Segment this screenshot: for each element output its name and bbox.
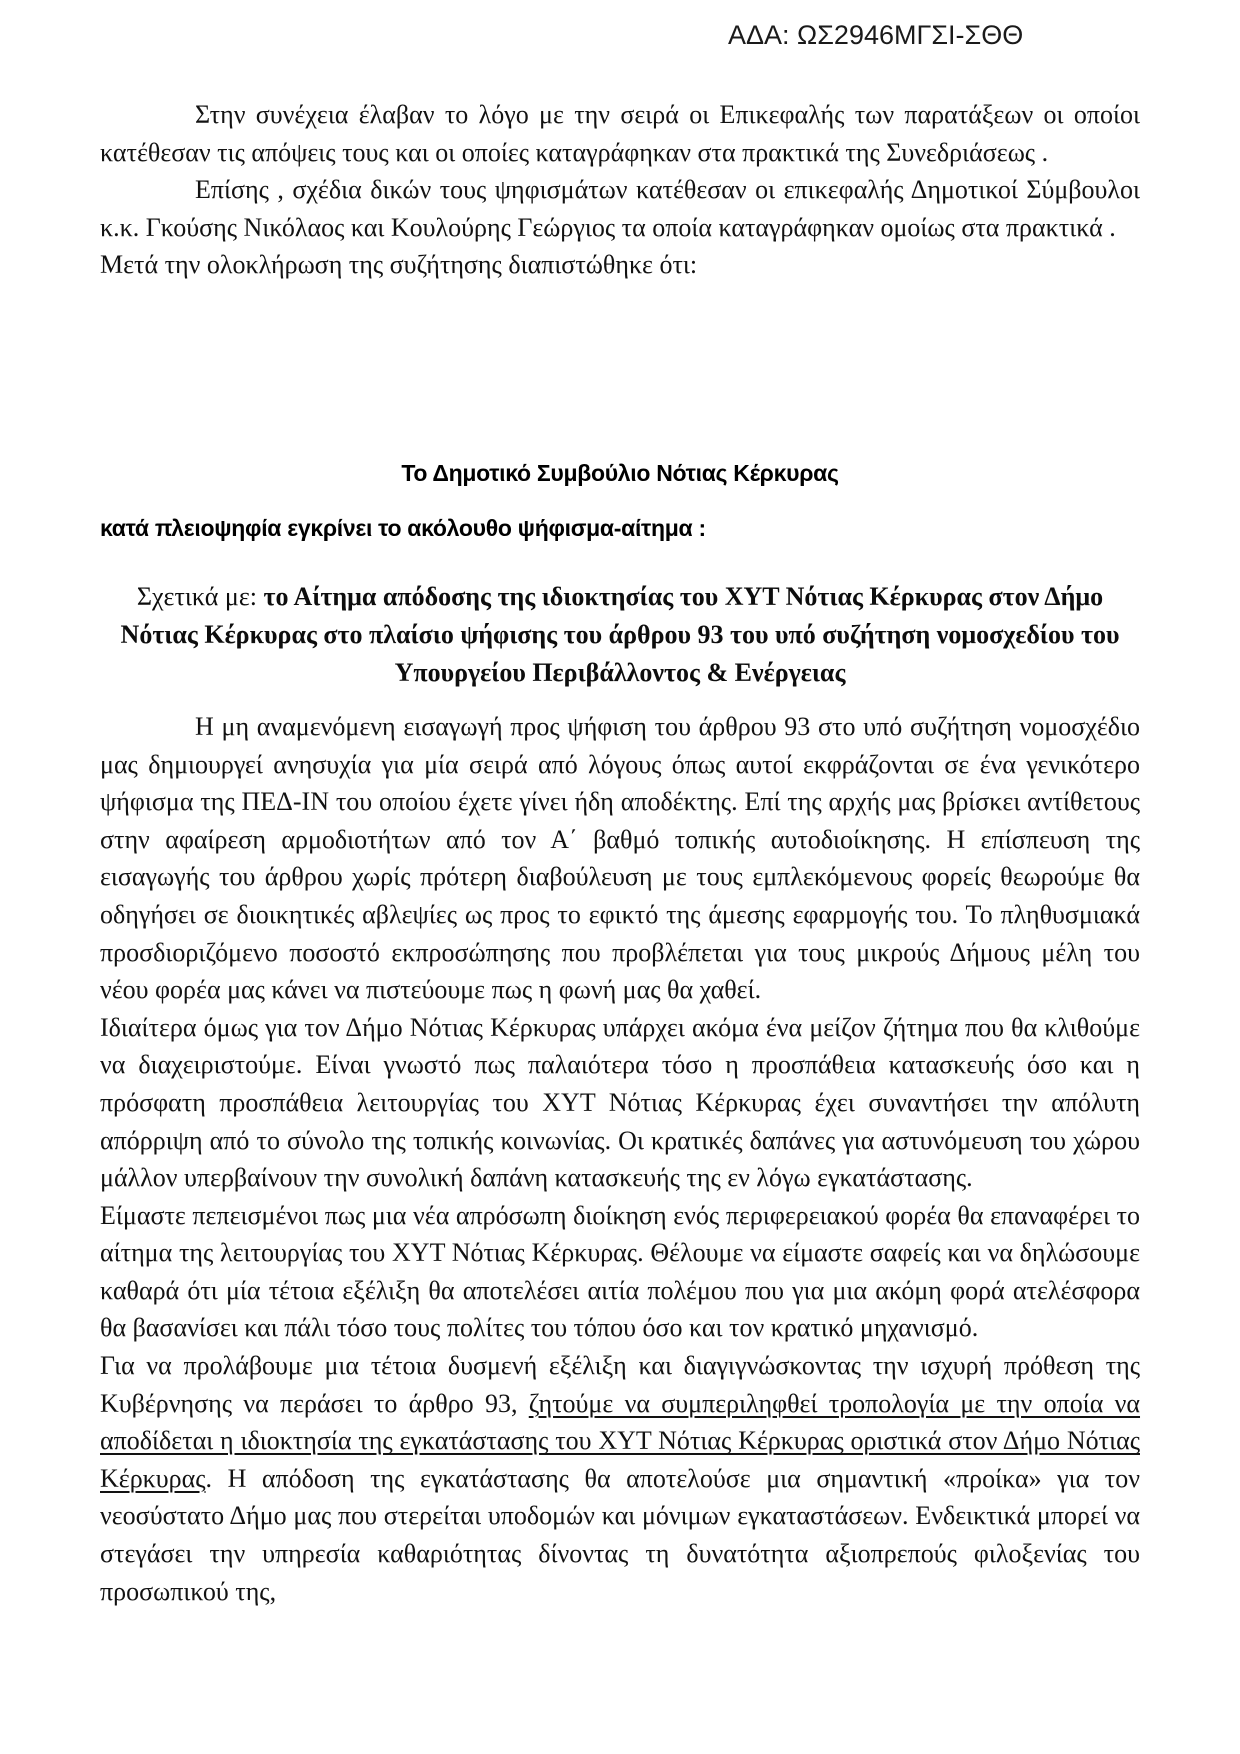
resolution-body — [100, 708, 1140, 1610]
subject-block — [100, 578, 1140, 692]
body-paragraph-4-tail: . Η απόδοση της εγκατάστασης θα αποτελούσε μια σημαντική «προίκα» για τον νεοσύστατο Δήμο μας που στερείται υποδομών και μόνιμων εγκαταστάσεων. Ενδεικτικά μπορεί να στεγάσει την υπηρεσία καθαριότητας δίνοντας τη δυνατότητα αξιοπρεπούς φιλοξενίας του προσωπικού της, — [100, 1463, 1140, 1606]
body-paragraph-1: Η μη αναμενόμενη εισαγωγή προς ψήφιση του άρθρου 93 στο υπό συζήτηση νομοσχέδιο μας δημιουργεί ανησυχία για μία σειρά από λόγους όπως αυτοί εκφράζονται σε ένα γενικότερο ψήφισμα της ΠΕΔ-ΙΝ του οποίου έχετε γίνει ήδη αποδέκτης. Επί της αρχής μας βρίσκει αντίθετους στην αφαίρεση αρμοδιοτήτων από τον Α΄ βαθμό τοπικής αυτοδιοίκησης. Η επίσπευση της εισαγωγής του άρθρου χωρίς πρότερη διαβούλευση με τους εμπλεκόμενους φορείς θεωρούμε θα οδηγήσει σε διοικητικές αβλεψίες ως προς το εφικτό της άμεσης εφαρμογής του. Το πληθυσμιακά προσδιοριζόμενο ποσοστό εκπροσώπησης που προβλέπεται για τους μικρούς Δήμους μέλη του νέου φορέα μας κάνει να πιστεύουμε πως η φωνή μας θα χαθεί. — [100, 711, 1140, 1005]
body-paragraph-4-lead: Για να προλάβουμε μια τέτοια δυσμενή εξέλιξη και διαγιγνώσκοντας την ισχυρή πρόθεση της Κυβέρνησης να περάσει το άρθρο 93, — [100, 1351, 1140, 1418]
council-heading: Το Δημοτικό Συμβούλιο Νότιας Κέρκυρας — [401, 459, 839, 486]
body-paragraph-2: Ιδιαίτερα όμως για τον Δήμο Νότιας Κέρκυρας υπάρχει ακόμα ένα μείζον ζήτημα που θα κλιθούμε να διαχειριστούμε. Είναι γνωστό πως παλαιότερα τόσο η προσπάθεια κατασκευής όσο και η πρόσφατη προσπάθεια λειτουργίας του ΧΥΤ Νότιας Κέρκυρας έχει συναντήσει την απόλυτη απόρριψη από το σύνολο της τοπικής κοινωνίας. Οι κρατικές δαπάνες για αστυνόμευση του χώρου μάλλον υπερβαίνουν την συνολική δαπάνη κατασκευής της εν λόγω εγκατάστασης. — [100, 1012, 1140, 1193]
subject-prefix: Σχετικά με: — [136, 581, 264, 611]
body-paragraph-4-underlined-request: ζητούμε να συμπεριληφθεί τροπολογία με την οποία να αποδίδεται η ιδιοκτησία της εγκατάστασης του ΧΥΤ Νότιας Κέρκυρας οριστικά στον Δήμο Νότιας Κέρκυρας — [100, 1388, 1141, 1493]
intro-paragraph-2: Επίσης , σχέδια δικών τους ψηφισμάτων κατέθεσαν οι επικεφαλής Δημοτικοί Σύμβουλοι κ.κ. Γκούσης Νικόλαος και Κουλούρης Γεώργιος τα οποία καταγράφηκαν ομοίως στα πρακτικά . — [100, 175, 1140, 242]
body-paragraph-4 — [100, 1347, 1140, 1610]
intro-paragraph-3: Μετά την ολοκλήρωση της συζήτησης διαπιστώθηκε ότι: — [100, 250, 698, 280]
intro-section — [100, 96, 1140, 284]
intro-paragraph-1: Στην συνέχεια έλαβαν το λόγο με την σειρά οι Επικεφαλής των παρατάξεων οι οποίοι κατέθεσαν τις απόψεις τους και οι οποίες καταγράφηκαν στα πρακτικά της Συνεδριάσεως . — [100, 100, 1140, 167]
body-paragraph-3: Είμαστε πεπεισμένοι πως μια νέα απρόσωπη διοίκηση ενός περιφερειακού φορέα θα επαναφέρει το αίτημα της λειτουργίας του ΧΥΤ Νότιας Κέρκυρας. Θέλουμε να είμαστε σαφείς και να δηλώσουμε καθαρά ότι μία τέτοια εξέλιξη θα αποτελέσει αιτία πολέμου που για μια ακόμη φορά ατελέσφορα θα βασανίσει και πάλι τόσο τους πολίτες του τόπου όσο και τον κρατικό μηχανισμό. — [100, 1200, 1140, 1343]
approval-line: κατά πλειοψηφία εγκρίνει το ακόλουθο ψήφισμα-αίτημα : — [100, 514, 706, 541]
subject-title: το Αίτημα απόδοσης της ιδιοκτησίας του ΧΥΤ Νότιας Κέρκυρας στον Δήμο Νότιας Κέρκυρας στο πλαίσιο ψήφισης του άρθρου 93 του υπό συζήτηση νομοσχεδίου του Υπουργείου Περιβάλλοντος & Ενέργειας — [120, 581, 1120, 687]
ada-code: ΑΔΑ: ΩΣ2946ΜΓΣΙ-ΣΘΘ — [728, 20, 1024, 50]
